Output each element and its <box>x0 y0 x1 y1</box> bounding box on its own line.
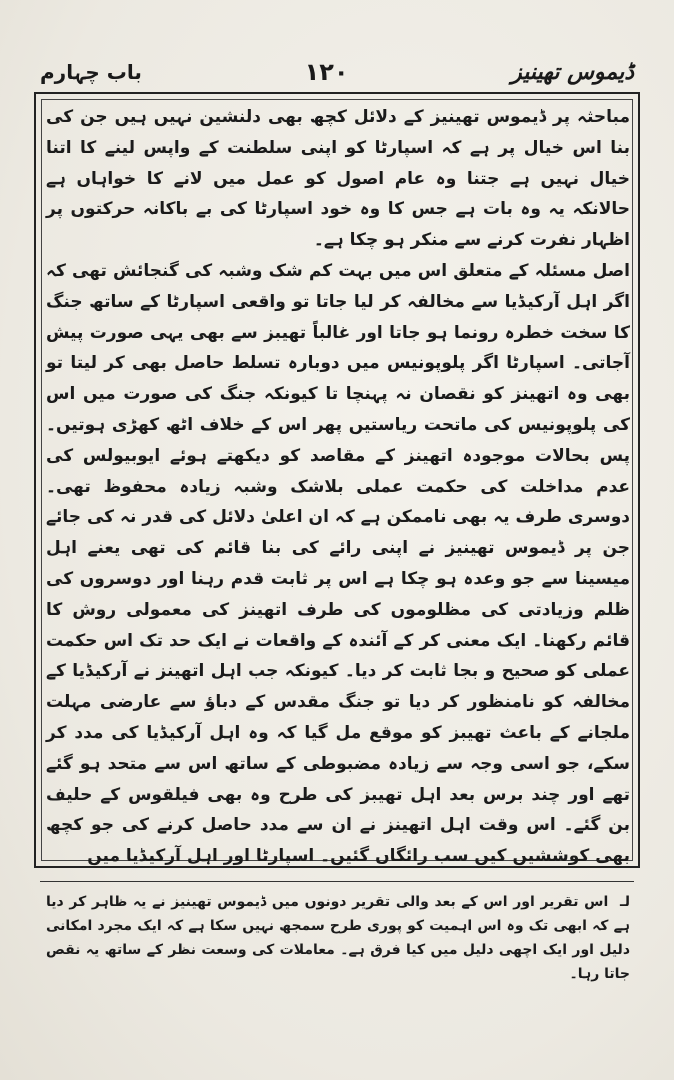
footnote-marker: لـ <box>619 894 630 910</box>
body-text <box>46 102 630 867</box>
page-number: ۱۲۰ <box>304 58 349 86</box>
page-header <box>40 52 634 92</box>
footnote-divider <box>40 881 634 882</box>
chapter-label: باب چہارم <box>40 60 142 84</box>
footnote <box>46 890 630 986</box>
footnote-text: اس تقریر اور اس کے بعد والی تقریر دونوں میں ڈیموس تھینیز نے یہ ظاہر کر دیا ہے کہ ابھی تک وہ اس اہمیت کو پوری طرح سمجھ نہیں سکا ہے کہ ایک مجرد امکانی دلیل اور ایک اچھی دلیل میں کیا فرق ہے۔ معاملات کی وسعت نظر کے ساتھ یہ نقص جاتا رہا۔ <box>46 894 630 982</box>
paragraph-1: مباحثہ پر ڈیموس تھینیز کے دلائل کچھ بھی دلنشین نہیں ہیں جن کی بنا اس خیال پر ہے کہ اسپارٹا کو اپنی سلطنت کے واپس لینے کا اتنا خیال نہیں ہے جتنا وہ عام اصول کو عمل میں لانے کا خواہاں ہے حالانکہ یہ وہ بات ہے جس کا وہ خود اسپارٹا کی بے باکانہ حرکتوں پر اظہار نفرت کرنے سے منکر ہو چکا ہے۔ <box>46 107 630 251</box>
paragraph-2: اصل مسئلہ کے متعلق اس میں بہت کم شک وشبہ کی گنجائش تھی کہ اگر اہل آرکیڈیا سے مخالفہ کر لیا جاتا تو واقعی اسپارٹا کے ساتھ جنگ کا سخت خطرہ رونما ہو جاتا اور غالباً تھیبز سے بھی یہی صورت پیش آجاتی۔ اسپارٹا اگر پلوپونیس میں دوبارہ تسلط حاصل بھی کر لیتا تو بھی وہ اتھینز کو نقصان نہ پہنچا تا کیونکہ جنگ کی صورت میں اس کی پلوپونیس کی ماتحت ریاستیں پھر اس کے خلاف اٹھ کھڑی ہوتیں۔ پس بحالات موجودہ اتھینز کے مقاصد کو دیکھتے ہوئے ایوبیولس کی عدم مداخلت کی حکمت عملی بلاشک وشبہ زیادہ محفوظ تھی۔ دوسری طرف یہ بھی ناممکن ہے کہ ان اعلیٰ دلائل کی قدر نہ کی جائے جن پر ڈیموس تھینیز نے اپنی رائے کی بنا قائم کی تھی یعنے اہل میسینا سے جو وعدہ ہو چکا ہے اس پر ثابت قدم رہنا اور دوسروں کی ظلم وزیادتی کی مظلوموں کی طرف اتھینز کی معمولی روش کا قائم رکھنا۔ ایک معنی کر کے آئندہ کے واقعات نے ایک حد تک اس حکمت عملی کو صحیح و بجا ثابت کر دیا۔ کیونکہ جب اہل اتھینز نے آرکیڈیا کے مخالفہ کو نامنظور کر دیا تو جنگ مقدس کے دباؤ سے عارضی مہلت ملجانے کے باعث تھیبز کو موقع مل گیا کہ وہ اہل آرکیڈیا کی مدد کر سکے، جو اسی وجہ سے زیادہ مضبوطی کے ساتھ اس سے متحد ہو گئے تھے اور چند برس بعد اہل تھیبز کی طرح وہ بھی فیلقوس کے حلیف بن گئے۔ اس وقت اہل اتھینز نے ان سے مدد حاصل کرنے کی جو کچھ بھی کوششیں کیں سب رائگاں گئیں۔ اسپارٹا اور اہل آرکیڈیا میں <box>46 260 630 867</box>
running-title: ڈیموس تھینیز <box>511 59 634 85</box>
